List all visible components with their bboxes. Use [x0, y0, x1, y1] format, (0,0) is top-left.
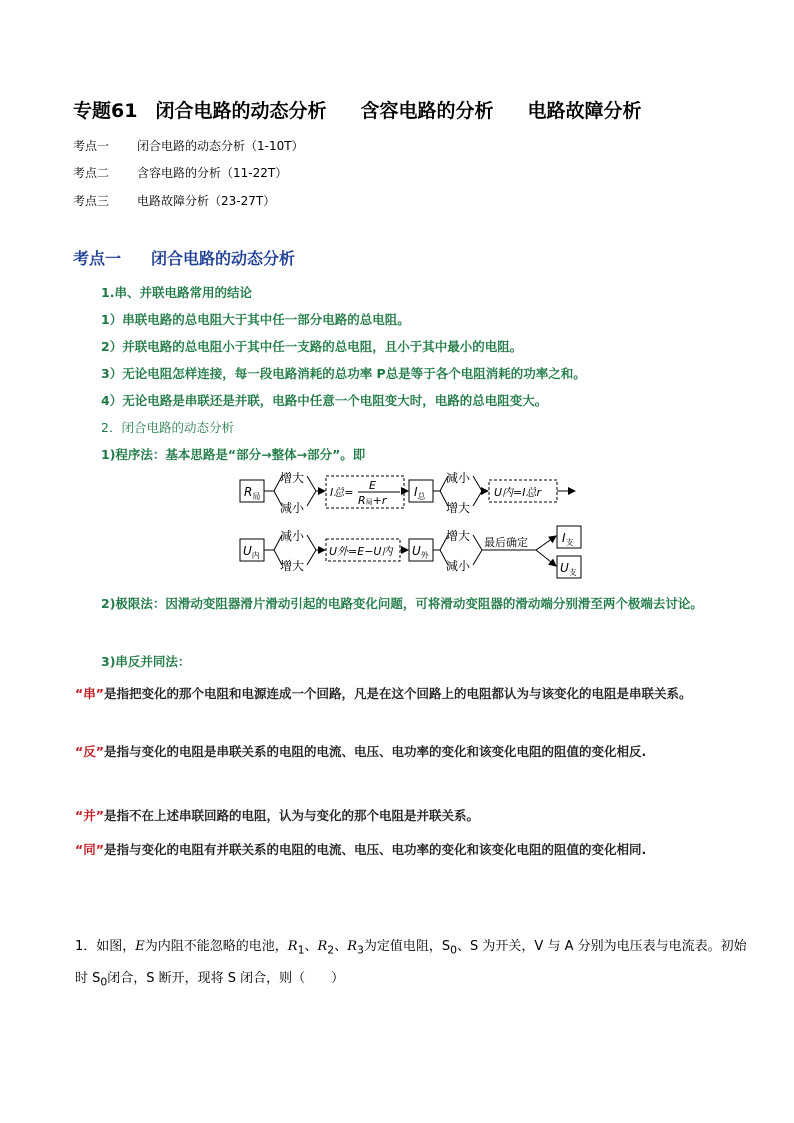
rule-parallel: [75, 802, 725, 830]
page-title: [73, 96, 642, 123]
rule-text: 是指与变化的电阻是串联关系的电阻的电流、电压、电功率的变化和该变化电阻的阻值的变化相反.: [103, 744, 647, 759]
formula-denominator: R局+r: [358, 494, 387, 507]
question-1: 1．如图，E为内阻不能忽略的电池，$R_1$、$R_2$、$R_3$为定值电阻，$S_0$、S 为开关，V 与 A 分别为电压表与电流表。初始时 $S_0$闭合，S 断开，现将 S 闭合，则（ ）: [75, 939, 747, 989]
title-topic-1: 闭合电路的动态分析: [155, 100, 327, 122]
conclusion-item-2: 2）并联电路的总电阻小于其中任一支路的总电阻，且小于其中最小的电阻。: [101, 339, 523, 354]
title-topic-3: 电路故障分析: [527, 100, 642, 122]
i-branch-label: $I_支$: [562, 531, 574, 547]
label-increase: 增大: [280, 471, 305, 485]
flow-diagram: [230, 468, 590, 588]
u-in-formula: U内=I总r: [494, 486, 542, 499]
rule-text: 是指与变化的电阻有并联关系的电阻的电流、电压、电功率的变化和该变化电阻的阻值的变化相同.: [103, 842, 647, 857]
toc-label: 考点三: [73, 194, 110, 208]
conclusion-item-4: 4）无论电路是串联还是并联，电路中任意一个电阻变大时，电路的总电阻变大。: [101, 393, 548, 408]
u-out-formula: U外=E−U内: [329, 545, 393, 558]
label-decrease: 减小: [280, 501, 305, 515]
toc-item-3: [73, 192, 275, 209]
i-total-formula-lhs: I总=: [330, 486, 354, 499]
i-total-label: $I_总$: [414, 485, 426, 501]
label-final-determine: 最后确定: [484, 536, 528, 549]
toc-item-2: [73, 164, 287, 181]
rule-quote: “串”: [75, 686, 104, 701]
label-decrease: 减小: [280, 529, 305, 543]
method-2: 2)极限法：因滑动变阻器滑片滑动引起的电路变化问题，可将滑动变阻器的滑动端分别滑至两个极端去讨论。: [101, 596, 703, 611]
flow-row-2: [240, 526, 581, 578]
flow-row-1: [240, 470, 575, 515]
toc-text: 闭合电路的动态分析（1-10T）: [137, 139, 304, 153]
rule-quote: “同”: [75, 842, 104, 857]
toc-label: 考点一: [73, 139, 110, 153]
label-decrease: 减小: [446, 559, 471, 573]
label-increase: 增大: [446, 529, 471, 543]
method-3: 3)串反并同法：: [101, 654, 191, 669]
conclusion-item-1: 1）串联电路的总电阻大于其中任一部分电路的总电阻。: [101, 312, 410, 327]
title-topic-2: 含容电路的分析: [360, 100, 494, 122]
toc-label: 考点二: [73, 166, 110, 180]
rule-same: [75, 836, 725, 864]
toc-text: 电路故障分析（23-27T）: [137, 194, 276, 208]
section-title: 闭合电路的动态分析: [151, 249, 296, 268]
rule-series: [75, 680, 725, 708]
title-number: 专题61: [73, 100, 138, 122]
rule-quote: “并”: [75, 808, 104, 823]
rule-text: 是指把变化的那个电阻和电源连成一个回路，凡是在这个回路上的电阻都认为与该变化的电阻是串联关系。: [103, 686, 692, 701]
dynamic-heading: 2．闭合电路的动态分析: [101, 420, 234, 435]
formula-numerator: E: [369, 479, 376, 492]
u-out-label: $U_外$: [412, 544, 429, 560]
section-label: 考点一: [73, 249, 122, 268]
toc-text: 含容电路的分析（11-22T）: [137, 166, 288, 180]
conclusion-item-3: 3）无论电阻怎样连接，每一段电路消耗的总功率 P总是等于各个电阻消耗的功率之和。: [101, 366, 586, 381]
method-1: 1)程序法：基本思路是“部分→整体→部分”。即: [101, 447, 366, 462]
label-increase: 增大: [446, 501, 471, 515]
label-decrease: 减小: [446, 471, 471, 485]
toc-item-1: [73, 137, 304, 154]
rule-quote: “反”: [75, 744, 104, 759]
rule-text: 是指不在上述串联回路的电阻，认为与变化的那个电阻是并联关系。: [103, 808, 479, 823]
rule-opposite: [75, 738, 725, 766]
section-heading: [73, 246, 295, 269]
label-increase: 增大: [280, 559, 305, 573]
conclusions-heading: 1.串、并联电路常用的结论: [101, 285, 252, 300]
u-branch-label: $U_支$: [560, 561, 577, 577]
u-in-label: $U_内$: [243, 544, 260, 560]
r-local-label: $R_局$: [244, 485, 261, 501]
